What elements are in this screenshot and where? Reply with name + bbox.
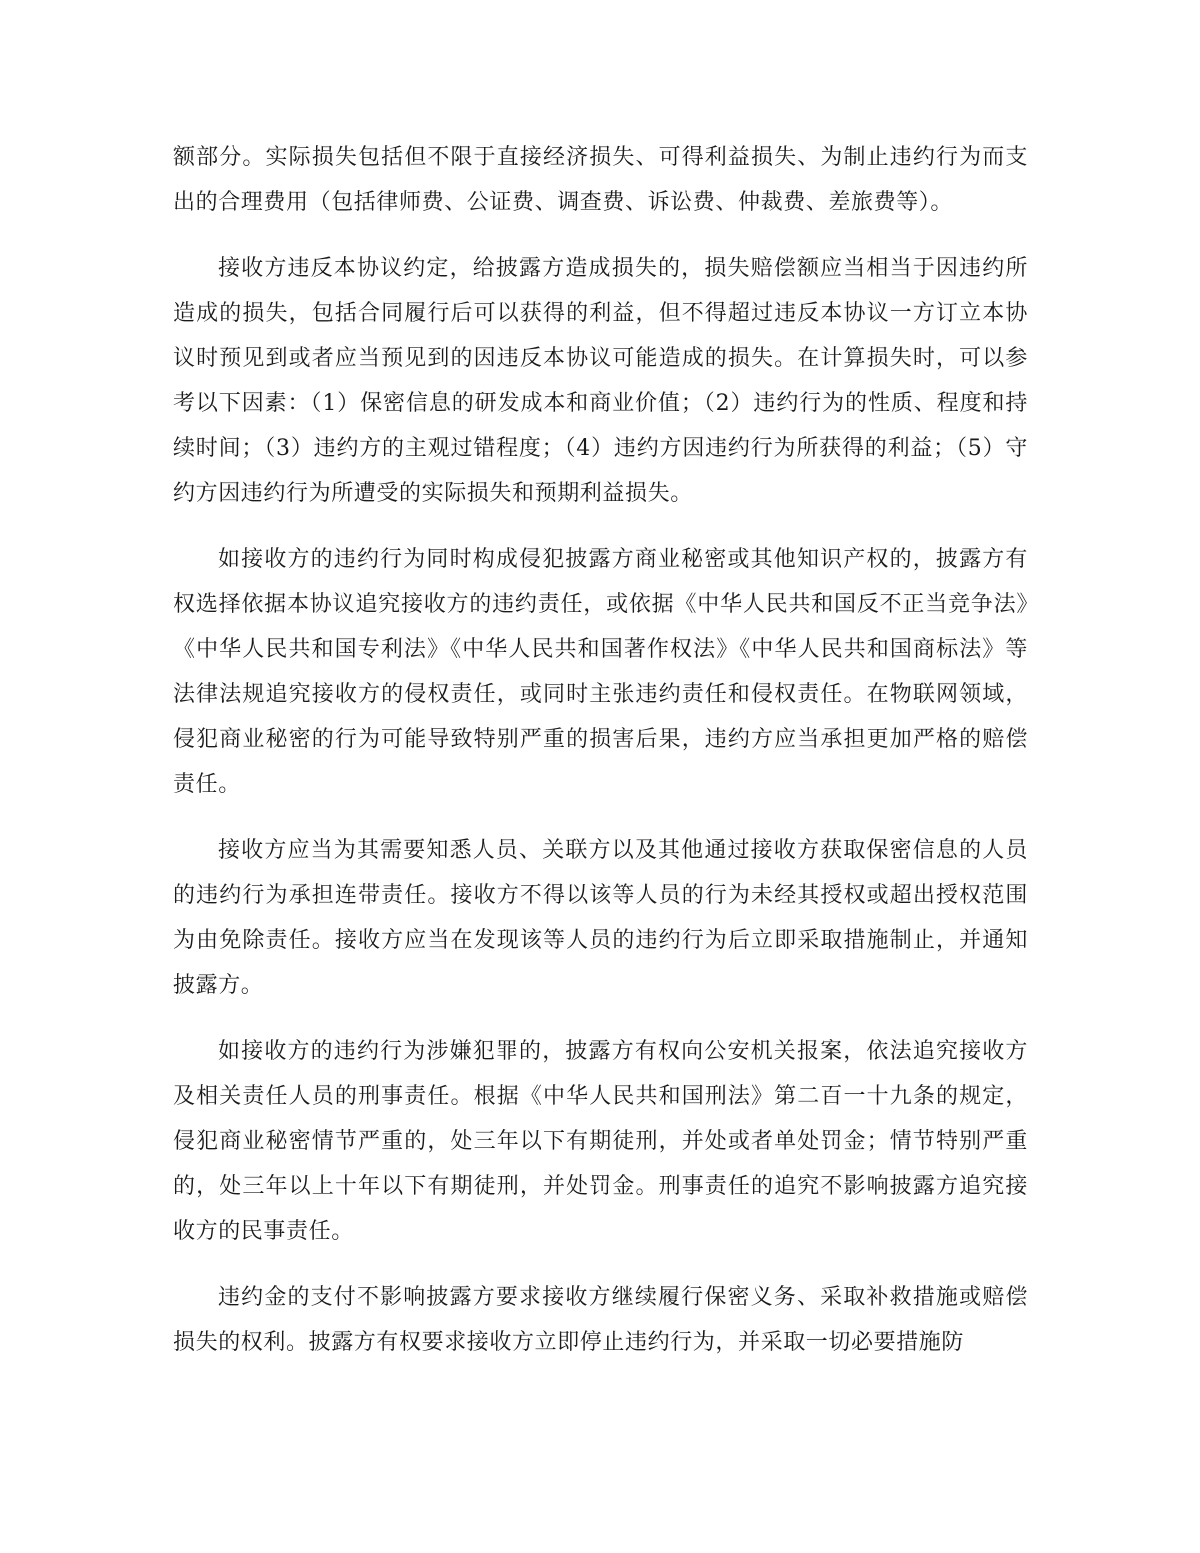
paragraph-criminal-liability: 如接收方的违约行为涉嫌犯罪的，披露方有权向公安机关报案，依法追究接收方及相关责任人员的刑事责任。根据《中华人民共和国刑法》第二百一十九条的规定，侵犯商业秘密情节严重的，处三年以下有期徒刑，并处或者单处罚金；情节特别严重的，处三年以上十年以下有期徒刑，并处罚金。刑事责任的追究不影响披露方追究接收方的民事责任。 (173, 1039, 1028, 1244)
paragraph-ip-infringement: 如接收方的违约行为同时构成侵犯披露方商业秘密或其他知识产权的，披露方有权选择依据本协议追究接收方的违约责任，或依据《中华人民共和国反不正当竞争法》《中华人民共和国专利法》《中华人民共和国著作权法》《中华人民共和国商标法》等法律法规追究接收方的侵权责任，或同时主张违约责任和侵权责任。在物联网领域，侵犯商业秘密的行为可能导致特别严重的损害后果，违约方应当承担更加严格的赔偿责任。 (173, 547, 1028, 797)
paragraph-joint-liability: 接收方应当为其需要知悉人员、关联方以及其他通过接收方获取保密信息的人员的违约行为承担连带责任。接收方不得以该等人员的行为未经其授权或超出授权范围为由免除责任。接收方应当在发现该等人员的违约行为后立即采取措施制止，并通知披露方。 (173, 838, 1028, 998)
paragraph-penalty-payment: 违约金的支付不影响披露方要求接收方继续履行保密义务、采取补救措施或赔偿损失的权利。披露方有权要求接收方立即停止违约行为，并采取一切必要措施防 (173, 1285, 1028, 1355)
paragraph-loss-compensation: 接收方违反本协议约定，给披露方造成损失的，损失赔偿额应当相当于因违约所造成的损失，包括合同履行后可以获得的利益，但不得超过违反本协议一方订立本协议时预见到或者应当预见到的因违反本协议可能造成的损失。在计算损失时，可以参考以下因素：（1）保密信息的研发成本和商业价值；（2）违约行为的性质、程度和持续时间；（3）违约方的主观过错程度；（4）违约方因违约行为所获得的利益；（5）守约方因违约行为所遭受的实际损失和预期利益损失。 (173, 256, 1028, 506)
document-body (173, 135, 1028, 1386)
paragraph-damages-scope: 额部分。实际损失包括但不限于直接经济损失、可得利益损失、为制止违约行为而支出的合理费用（包括律师费、公证费、调查费、诉讼费、仲裁费、差旅费等）。 (173, 145, 1028, 215)
